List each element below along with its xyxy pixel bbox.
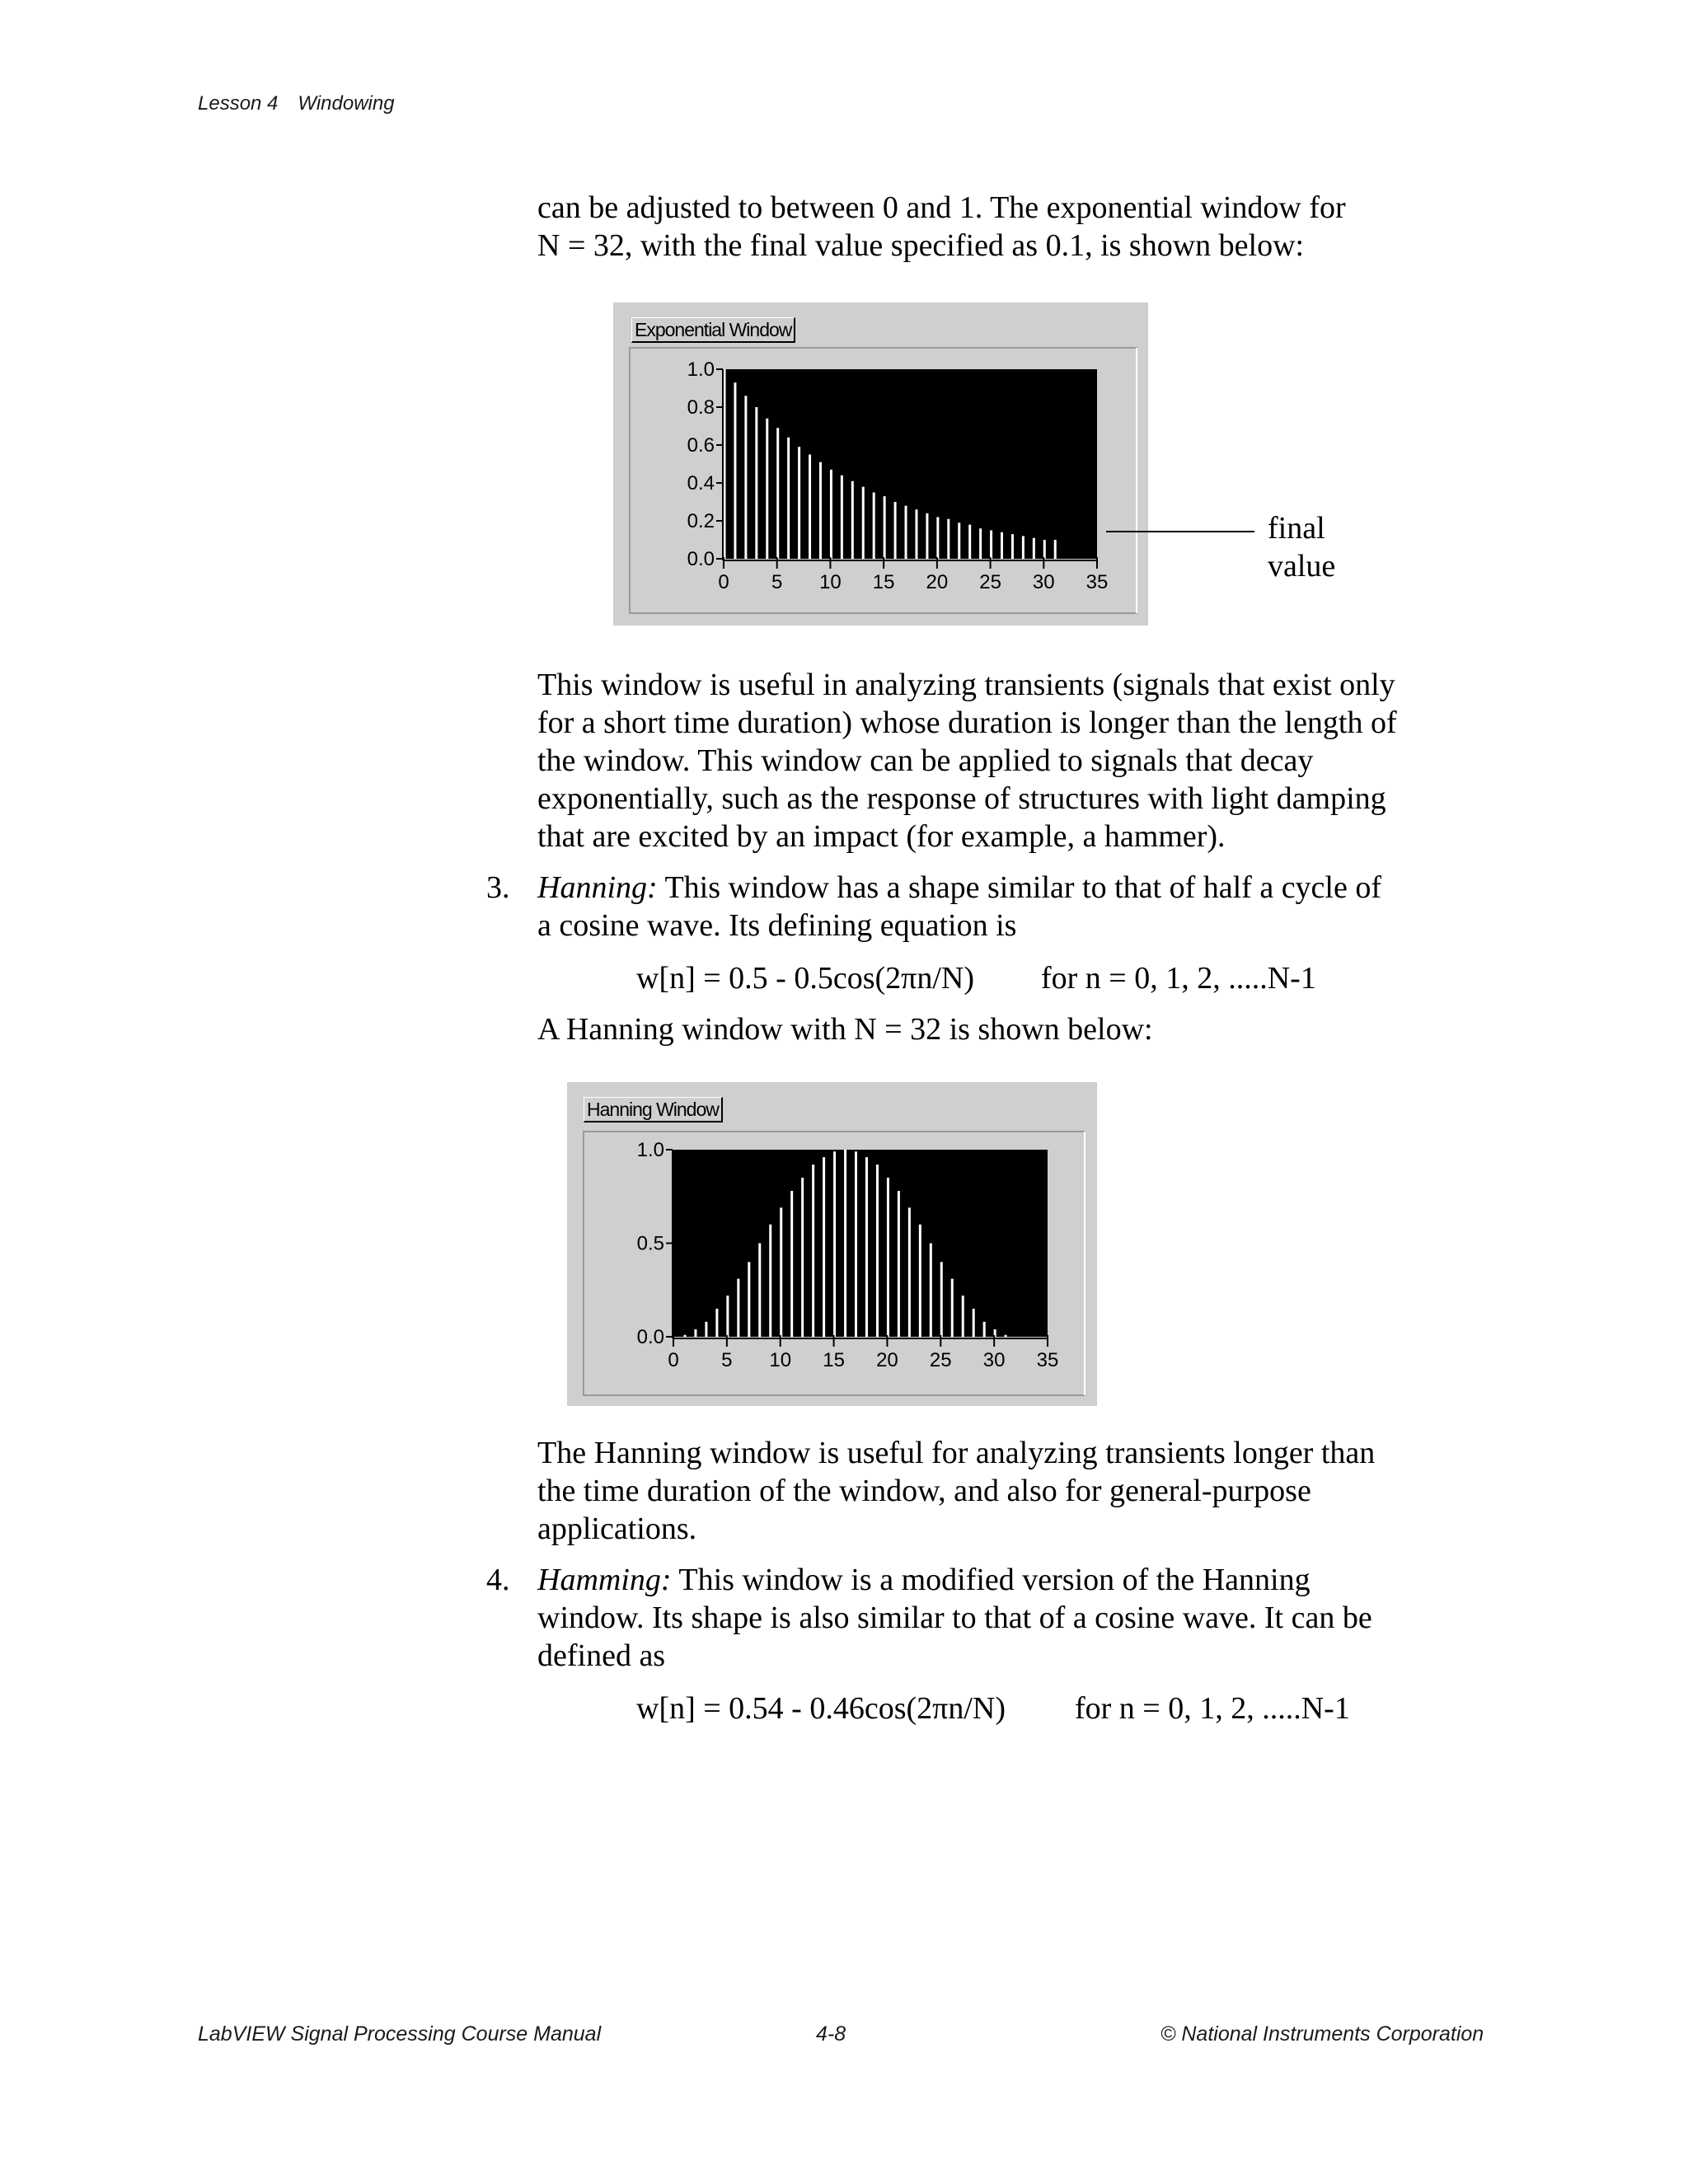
hanning-condition: for n = 0, 1, 2, .....N-1 <box>1041 961 1316 996</box>
x-tick-label-0: 0 <box>718 571 729 593</box>
running-header <box>198 92 395 115</box>
y-tick-label-0: 0.0 <box>636 1326 664 1348</box>
x-tick-label-5: 5 <box>771 571 783 593</box>
hamming-equation: w[n] = 0.54 - 0.46cos(2πn/N) <box>636 1691 1006 1726</box>
item-4-line-3: defined as <box>537 1638 666 1673</box>
x-tick-label-10: 10 <box>819 571 842 593</box>
exponential-description <box>537 666 1485 855</box>
item-3-line-1: This window has a shape similar to that of half a cycle of <box>657 870 1381 905</box>
footer-page-number: 4-8 <box>816 2022 846 2046</box>
exp-line-4: exponentially, such as the response of structures with light damping <box>537 781 1386 816</box>
exp-line-3: the window. This window can be applied to signals that decay <box>537 743 1314 778</box>
hanning-intro: A Hanning window with N = 32 is shown below: <box>537 1012 1153 1047</box>
han-line-1: The Hanning window is useful for analyzing transients longer than <box>537 1436 1376 1470</box>
han-line-2: the time duration of the window, and also for general-purpose <box>537 1474 1311 1508</box>
y-tick-label-2: 0.4 <box>687 472 715 494</box>
item-4-text <box>537 1561 1485 1675</box>
plot-area <box>724 369 1097 559</box>
x-tick-label-15: 15 <box>872 571 895 593</box>
x-tick-label-35: 35 <box>1036 1349 1059 1371</box>
intro-line-2: N = 32, with the final value specified as 0.1, is shown below: <box>537 228 1305 263</box>
intro-paragraph <box>537 189 1485 265</box>
exponential-window-chart <box>613 302 1148 626</box>
hanning-window-title: Hanning Window <box>584 1097 723 1122</box>
item-4-line-1: This window is a modified version of the Hanning <box>671 1563 1311 1597</box>
y-tick-label-1: 0.5 <box>636 1232 664 1255</box>
item-4-number: 4. <box>486 1563 510 1597</box>
x-tick-label-25: 25 <box>929 1349 952 1371</box>
exponential-window-title: Exponential Window <box>631 317 795 343</box>
exp-line-2: for a short time duration) whose duration is longer than the length of <box>537 705 1397 740</box>
callout-line-2: value <box>1268 549 1336 583</box>
y-tick-label-3: 0.6 <box>687 434 715 457</box>
x-tick-label-0: 0 <box>668 1349 679 1371</box>
exponential-window-plot <box>613 302 1148 626</box>
item-3-number: 3. <box>486 870 510 905</box>
y-tick-label-2: 1.0 <box>636 1139 664 1161</box>
footer-copyright: © National Instruments Corporation <box>1160 2022 1484 2046</box>
final-value-callout-line <box>1104 527 1269 536</box>
header-lesson: Lesson 4 <box>198 92 279 115</box>
final-value-callout <box>1268 509 1335 585</box>
item-3-line-2: a cosine wave. Its defining equation is <box>537 908 1017 943</box>
item-4-name: Hamming: <box>537 1563 672 1597</box>
han-line-3: applications. <box>537 1511 697 1546</box>
intro-line-1: can be adjusted to between 0 and 1. The exponential window for <box>537 190 1346 225</box>
hanning-window-chart <box>567 1082 1097 1406</box>
header-topic: Windowing <box>298 92 395 115</box>
item-3-text <box>537 869 1485 944</box>
plot-area <box>673 1150 1048 1337</box>
callout-line-1: final <box>1268 511 1325 546</box>
x-tick-label-10: 10 <box>769 1349 792 1371</box>
hanning-window-plot <box>567 1082 1097 1406</box>
x-tick-label-20: 20 <box>876 1349 898 1371</box>
x-tick-label-15: 15 <box>823 1349 845 1371</box>
x-tick-label-30: 30 <box>982 1349 1006 1371</box>
item-3-name: Hanning: <box>537 870 658 905</box>
x-tick-label-25: 25 <box>979 571 1001 593</box>
y-tick-label-4: 0.8 <box>687 396 715 419</box>
exp-line-5: that are excited by an impact (for example, a hammer). <box>537 819 1226 854</box>
footer-manual-title: LabVIEW Signal Processing Course Manual <box>198 2022 602 2046</box>
x-tick-label-5: 5 <box>721 1349 733 1371</box>
item-4-line-2: window. Its shape is also similar to that of a cosine wave. It can be <box>537 1601 1372 1635</box>
hamming-condition: for n = 0, 1, 2, .....N-1 <box>1075 1691 1350 1726</box>
hanning-description <box>537 1434 1485 1548</box>
exp-line-1: This window is useful in analyzing transients (signals that exist only <box>537 668 1395 702</box>
y-tick-label-5: 1.0 <box>687 359 715 381</box>
y-tick-label-1: 0.2 <box>687 510 715 532</box>
x-tick-label-20: 20 <box>926 571 949 593</box>
hanning-equation: w[n] = 0.5 - 0.5cos(2πn/N) <box>636 961 974 996</box>
x-tick-label-35: 35 <box>1085 571 1109 593</box>
y-tick-label-0: 0.0 <box>687 548 715 570</box>
x-tick-label-30: 30 <box>1032 571 1055 593</box>
